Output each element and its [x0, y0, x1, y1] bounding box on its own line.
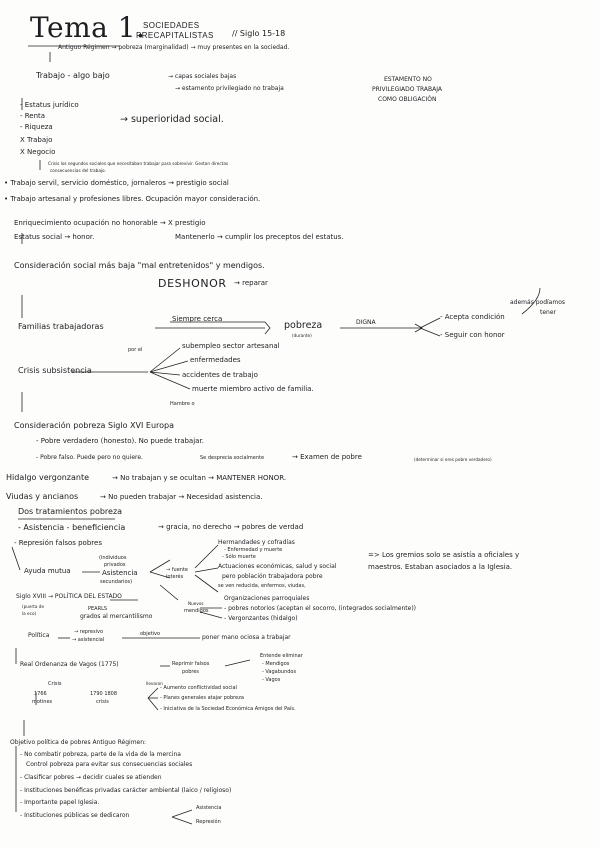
pobreza-label: pobreza [284, 320, 323, 331]
branch [195, 575, 218, 592]
gremios-note-1: => Los gremios solo se asistía a oficiales y [368, 551, 520, 559]
crisis-2-label: crisis [96, 699, 109, 705]
estatus-line: Estatus social → honor. [14, 233, 95, 241]
hermandades-sub: - Sólo muerte [222, 554, 256, 560]
asistencia-mid: Asistencia [102, 569, 138, 577]
actuaciones-2: pero población trabajadora pobre [222, 573, 323, 580]
mantenerlo-line: Mantenerlo → cumplir los preceptos del estatus. [175, 233, 344, 241]
trabajo-list-item: - Estatus jurídico [20, 101, 79, 109]
objetivo-item: - Clasificar pobres → decidir cuales se atienden [20, 774, 162, 781]
trabajo-detail-1: → capas sociales bajas [168, 73, 237, 80]
motines-label: motines [32, 699, 53, 705]
topic-number: Tema 1. [30, 11, 146, 44]
consequence-item: - Planes generales atajar pobreza [160, 695, 244, 701]
siempre-cerca-label: Siempre cerca [172, 315, 223, 323]
years-1790-1808: 1790 1808 [90, 691, 118, 697]
entende-item: - Vagabundos [262, 669, 297, 675]
hambre-label: Hambre o [170, 401, 195, 407]
grados-label: grados al mercantilismo [80, 613, 153, 620]
bullet-trabajo-servil: • Trabajo servil, servicio doméstico, jornaleros → prestigio social [4, 179, 229, 187]
mendigos-label: mendigos [184, 608, 209, 614]
crisis-note-1: Crisis los segundos sociales que necesitaban trabajar para sobrevivir. Gestan directas [48, 161, 229, 166]
pobre-falso-desprecio: Se desprecia socialmente [200, 455, 265, 461]
asistencia-line: - Asistencia - beneficiencia [18, 523, 126, 532]
bullet-trabajo-artesanal: • Trabajo artesanal y profesiones libres. Ocupación mayor consideración. [4, 195, 261, 203]
pobreza-xvi-title: Consideración pobreza Siglo XVI Europa [14, 421, 174, 430]
hidalgo-detail: → No trabajan y se ocultan → MANTENER HONOR. [112, 474, 287, 482]
objetivo-represion: Represión [196, 819, 221, 825]
viudas-detail: → No pueden trabajar → Necesidad asistencia. [100, 493, 263, 501]
branch [172, 810, 192, 817]
branch [148, 688, 158, 698]
seguir-honor: - Seguir con honor [440, 331, 505, 339]
entende-eliminar: Entende eliminar [260, 653, 303, 659]
arrow [225, 660, 250, 666]
pobre-verdadero: - Pobre verdadero (honesto). No puede trabajar. [36, 437, 204, 445]
entende-item: - Vagos [262, 677, 281, 683]
organizaciones: Organizaciones parroquiales [224, 595, 310, 602]
pobres-notorios: - pobres notorios (aceptan el socorro, (integrados socialmente)) [224, 605, 417, 612]
branch [150, 348, 180, 372]
vergonzantes: - Vergonzantes (hidalgo) [224, 615, 298, 622]
pobreza-sub: (durante) [292, 333, 312, 338]
asist-side-2: → fuente [166, 567, 188, 573]
estamento-note-2: PRIVILEGIADO TRABAJA [372, 86, 443, 93]
year-1766: 1766 [34, 691, 47, 697]
trabajo-list-item: - Renta [20, 112, 46, 120]
viudas-label: Viudas y ancianos [6, 492, 79, 501]
branch [12, 547, 20, 570]
trabajo-detail-2: → estamento privilegiado no trabaja [175, 85, 284, 92]
examen-pobre: → Examen de pobre [292, 453, 362, 461]
consequence-item: - Iniciativa de la Sociedad Económica Amigos del País. [160, 706, 296, 712]
tratamientos-title: Dos tratamientos pobreza [18, 507, 123, 516]
objetivo-label: objetivo [140, 631, 161, 637]
enriquecimiento-line: Enriquecimiento ocupación no honorable → X prestigio [14, 219, 206, 227]
ademas-note-1: además podíamos [510, 299, 566, 306]
objetivo-item: - No combatir pobreza, parte de la vida de la mercina [20, 751, 181, 758]
digna-label: DIGNA [356, 319, 376, 326]
objetivo-asistencia: Asistencia [196, 805, 222, 811]
examen-pobre-note: (determinar si eres pobre verdadero) [414, 457, 492, 462]
objetivo-item: Control pobreza para evitar sus consecuencias sociales [26, 761, 193, 768]
por-el-label: por el [128, 347, 143, 353]
branch [420, 328, 440, 336]
pearls-label: PEARLS [88, 606, 108, 612]
actuaciones-3: se ven reducida, enfermos, viudas, [218, 583, 306, 589]
reprimir-falsos: Reprimir falsos [172, 661, 210, 667]
politica-label: Política [28, 632, 50, 639]
politica-asistencial: → asistencial [72, 637, 105, 643]
puerta-note-1: (puerta de [22, 604, 45, 609]
reprimir-falsos-2: pobres [182, 669, 200, 675]
llevaron-label: llevaron [146, 681, 163, 686]
asistencia-sub-1: (individuos [99, 555, 127, 561]
trabajo-list-item: X Negocio [20, 148, 56, 156]
topic-title-line1: SOCIEDADES [143, 21, 200, 30]
puerta-note-2: la eco) [22, 611, 37, 616]
superioridad-social: → superioridad social. [120, 114, 224, 125]
poner-mano: poner mano ociosa a trabajar [202, 634, 291, 641]
branch [160, 585, 178, 600]
real-ordenanza: Real Ordenanza de Vagos (1775) [20, 661, 119, 668]
ademas-note-2: tener [540, 309, 557, 316]
asistencia-sub-2: privados [104, 562, 126, 568]
branch [148, 698, 158, 710]
estamento-note-1: ESTAMENTO NO [384, 76, 432, 83]
hermandades: Hermandades y cofradías [218, 539, 295, 546]
asistencia-sub-3: secundarios) [100, 579, 133, 585]
objetivo-title: Objetivo política de pobres Antiguo Régimen: [10, 739, 147, 746]
topic-century: // Siglo 15-18 [232, 29, 286, 38]
crisis-note-2: consecuencias del trabajo. [50, 168, 106, 173]
trabajo-title: Trabajo - algo bajo [36, 71, 110, 80]
trabajo-list-item: - Riqueza [20, 123, 53, 131]
crisis-label: Crisis [48, 681, 62, 687]
hermandades-sub: - Enfermedad y muerte [224, 547, 283, 553]
objetivo-item: - Importante papel Iglesia. [20, 799, 100, 806]
represion-line: - Represión falsos pobres [14, 539, 102, 547]
entende-item: - Mendigos [262, 661, 290, 667]
objetivo-item: - Instituciones públicas se dedicaron [20, 812, 130, 819]
gremios-note-2: maestros. Estaban asociados a la Iglesia. [368, 563, 513, 571]
estamento-note-3: COMO OBLIGACIÓN [378, 96, 437, 103]
intro-line: Antiguo Régimen → pobreza (marginalidad) → muy presentes en la sociedad. [58, 44, 290, 51]
objetivo-item: - Instituciones benéficas privadas carácter ambiental (laico / religioso) [20, 787, 232, 794]
deshonor-label: DESHONOR [158, 277, 227, 290]
asist-side-3: interés [166, 574, 184, 580]
trabajo-list-item: X Trabajo [20, 136, 53, 144]
crisis-cause: subempleo sector artesanal [182, 342, 280, 350]
branch [420, 318, 440, 328]
branch [172, 817, 192, 824]
acepta-condicion: - Acepta condición [440, 313, 505, 321]
reparar-label: → reparar [234, 279, 268, 287]
crisis-cause: enfermedades [190, 356, 241, 364]
consideracion-line: Consideración social más baja "mal entretenidos" y mendigos. [14, 261, 265, 270]
ayuda-mutua: Ayuda mutua [24, 567, 71, 575]
consequence-item: - Aumento conflictividad social [160, 685, 237, 691]
crisis-cause: muerte miembro activo de familia. [192, 385, 314, 393]
branch [195, 568, 218, 572]
siglo-xviii: Siglo XVIII → POLÍTICA DEL ESTADO [16, 593, 122, 600]
crisis-cause: accidentes de trabajo [182, 371, 258, 379]
topic-title-line2: PRECAPITALISTAS [136, 31, 214, 40]
nuevos-label: Nuevos [188, 601, 204, 606]
pobre-falso: - Pobre falso. Puede pero no quiere. [36, 454, 143, 461]
hidalgo-label: Hidalgo vergonzante [6, 473, 90, 482]
crisis-subsistencia-label: Crisis subsistencia [18, 366, 92, 375]
politica-represivo: → represivo [74, 629, 104, 635]
familias-label: Familias trabajadoras [18, 322, 104, 331]
branch [195, 545, 218, 568]
actuaciones-1: Actuaciones económicas, salud y social [218, 563, 337, 570]
asistencia-detail: → gracia, no derecho → pobres de verdad [158, 523, 304, 531]
